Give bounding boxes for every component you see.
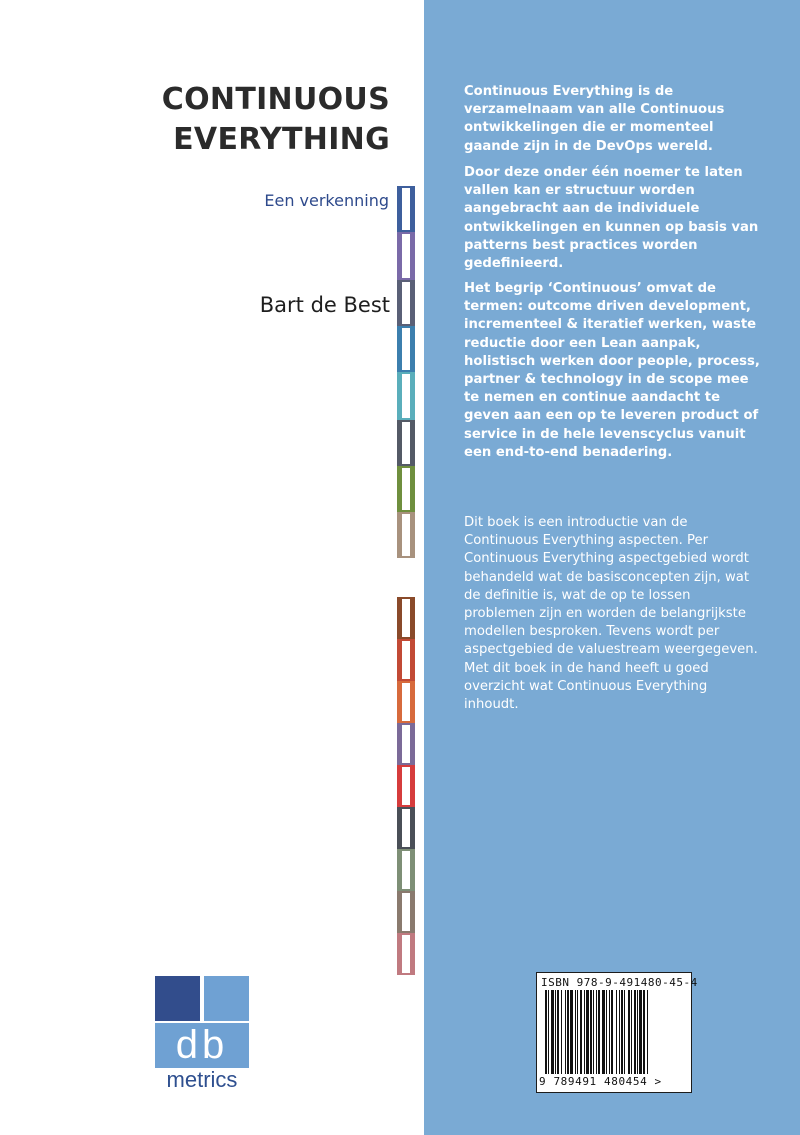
color-stripe bbox=[397, 765, 415, 807]
isbn-label: ISBN 978-9-491480-45-4 bbox=[541, 976, 698, 989]
color-stripe bbox=[397, 512, 415, 558]
color-stripe bbox=[397, 891, 415, 933]
back-paragraph-1: Continuous Everything is de verzamelnaam van alle Continuous ontwikkelingen die er momenteel gaande zijn in de DevOps wereld. bbox=[464, 84, 725, 154]
book-subtitle: Een verkenning bbox=[264, 191, 389, 210]
back-paragraph-4: Dit boek is een introductie van de Continuous Everything aspecten. Per Continuous Everything aspectgebied wordt behandeld wat de basisconcepten zijn, wat de definitie is, wat de op te lossen problemen zijn en worden de belangrijkste modellen besproken. Tevens wordt per aspectgebied de valuestream weergegeven. Met dit boek in de hand heeft u goed overzicht wat Continuous Everything inhoudt. bbox=[464, 515, 758, 713]
logo-letters: db bbox=[155, 1023, 249, 1068]
color-stripe bbox=[397, 639, 415, 681]
barcode-bars bbox=[545, 990, 685, 1074]
isbn-barcode bbox=[536, 972, 698, 1093]
book-author: Bart de Best bbox=[259, 293, 390, 317]
color-stripe bbox=[397, 420, 415, 466]
back-paragraph-3: Het begrip ‘Continuous’ omvat de termen: outcome driven development, incrementeel & iteratief werken, waste reductie door een Lean aanpak, holistisch werken door people, process, partner & technology in de scope mee te nemen en continue aandacht te geven aan een op te leveren product of service in de hele levenscyclus vanuit een end-to-end benadering. bbox=[464, 281, 760, 460]
color-stripe bbox=[397, 597, 415, 639]
color-stripe bbox=[397, 466, 415, 512]
title-line-2: EVERYTHING bbox=[173, 122, 390, 157]
color-stripe bbox=[397, 372, 415, 420]
color-stripe bbox=[397, 232, 415, 280]
ean-digits: 9 789491 480454 > bbox=[539, 1075, 662, 1088]
color-stripe bbox=[397, 933, 415, 975]
color-stripe bbox=[397, 326, 415, 372]
color-stripe bbox=[397, 807, 415, 849]
logo-square-light bbox=[204, 976, 249, 1021]
color-stripe bbox=[397, 186, 415, 232]
color-stripe bbox=[397, 280, 415, 326]
color-stripe bbox=[397, 849, 415, 891]
color-stripe bbox=[397, 681, 415, 723]
title-line-1: CONTINUOUS bbox=[161, 82, 390, 117]
back-paragraph-2: Door deze onder één noemer te laten vallen kan er structuur worden aangebracht aan de individuele ontwikkelingen en kunnen op basis van patterns best practices worden gedefinieerd. bbox=[464, 165, 759, 272]
color-stripe bbox=[397, 723, 415, 765]
logo-square-dark bbox=[155, 976, 200, 1021]
logo-name: metrics bbox=[166, 1067, 238, 1092]
book-title bbox=[50, 80, 390, 160]
